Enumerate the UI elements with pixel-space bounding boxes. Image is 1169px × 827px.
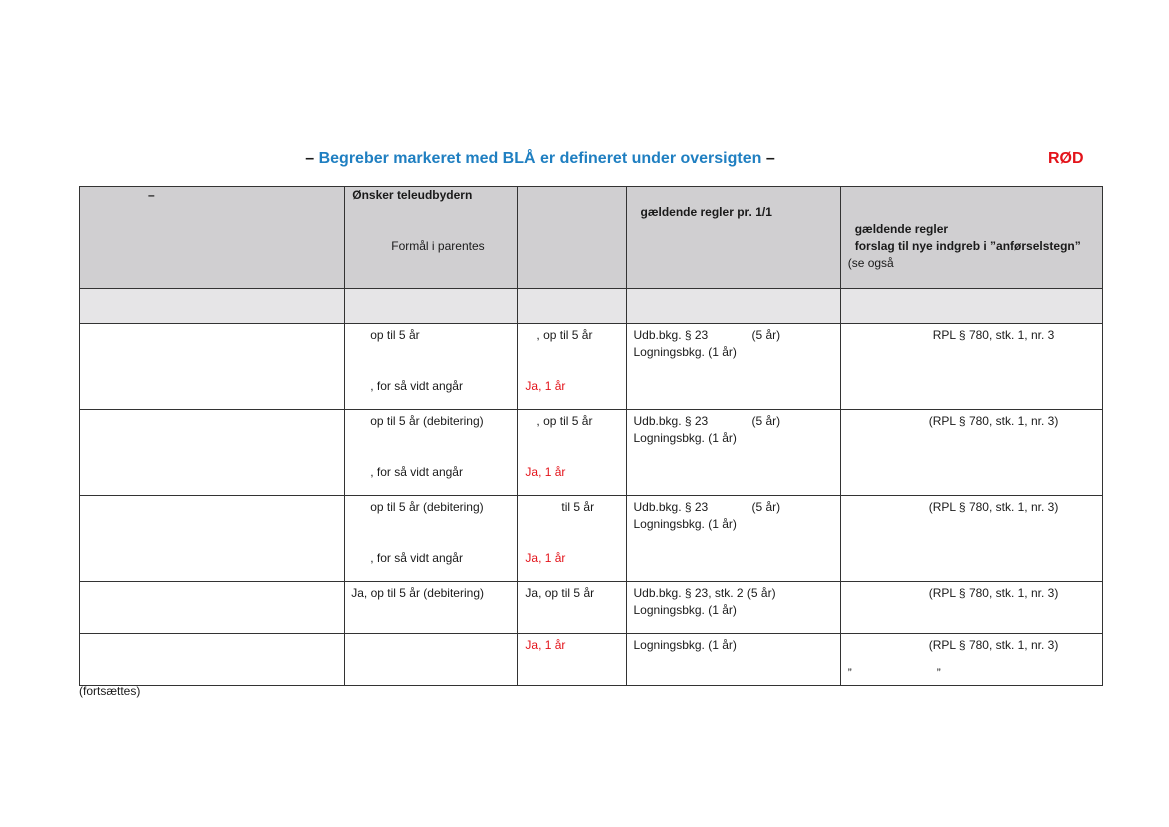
rule-udb: Udb.bkg. § 23, stk. 2 (5 år) [633,586,776,600]
gray-cell [80,289,345,324]
header-formaal: Formål i parentes [391,239,485,253]
table-row [80,582,1103,634]
answer-cell [518,410,626,496]
page-heading [0,150,1080,168]
rules-cell [626,634,840,686]
rule-years: (5 år) [751,500,781,514]
proposal-rpl: (RPL § 780, stk. 1, nr. 3) [928,586,1059,600]
answer-text: til 5 år [561,500,595,514]
rules-cell [626,496,840,582]
rule-years: (5 år) [751,414,781,428]
header-cell-4 [626,187,840,289]
rule-udb: Udb.bkg. § 23 [633,328,709,342]
proposal-cell [840,324,1102,410]
heading-dash-right: – [765,150,775,167]
table-row [80,496,1103,582]
request-cell [345,582,518,634]
request-cell [345,634,518,686]
header-gaeldende-regler-pr: gældende regler pr. 1/1 [640,205,772,219]
header-dash: – [148,188,155,202]
proposal-rpl: RPL § 780, stk. 1, nr. 3 [932,328,1055,342]
rule-logning: Logningsbkg. (1 år) [633,638,737,652]
answer-red: Ja, 1 år [525,551,566,565]
request-cell [345,496,518,582]
row-label-cell [80,410,345,496]
answer-red: Ja, 1 år [525,379,566,393]
answer-cell [518,634,626,686]
rule-logning: Logningsbkg. (1 år) [633,431,737,445]
proposal-rpl: (RPL § 780, stk. 1, nr. 3) [928,500,1059,514]
rules-cell [626,324,840,410]
heading-title: Begreber markeret med BLÅ er defineret under oversigten [318,150,762,167]
request-text: op til 5 år [370,328,420,342]
answer-cell [518,496,626,582]
header-cell-1 [80,187,345,289]
request-text: op til 5 år (debitering) [370,414,484,428]
proposal-quote-open: ” [847,666,852,680]
header-se-ogsaa: (se også [847,256,894,270]
header-cell-5 [840,187,1102,289]
rule-years: (5 år) [751,328,781,342]
answer-cell [518,582,626,634]
rule-udb: Udb.bkg. § 23 [633,500,709,514]
proposal-cell [840,410,1102,496]
request-text: Ja, op til 5 år (debitering) [351,586,484,600]
proposal-rpl: (RPL § 780, stk. 1, nr. 3) [928,638,1059,652]
rules-cell [626,410,840,496]
rule-udb: Udb.bkg. § 23 [633,414,709,428]
table-subheader-row [80,289,1103,324]
continued-note: (fortsættes) [79,684,141,698]
header-gaeldende-regler: gældende regler [854,222,949,236]
answer-text: Ja, op til 5 år [525,586,595,600]
row-label-cell [80,582,345,634]
request-note: , for så vidt angår [370,379,463,393]
answer-text: , op til 5 år [536,414,593,428]
request-note: , for så vidt angår [370,551,463,565]
rules-cell [626,582,840,634]
answer-text: , op til 5 år [536,328,593,342]
rule-logning: Logningsbkg. (1 år) [633,345,737,359]
table-row [80,634,1103,686]
red-label: RØD [1048,150,1084,167]
rule-logning: Logningsbkg. (1 år) [633,517,737,531]
proposal-rpl: (RPL § 780, stk. 1, nr. 3) [928,414,1059,428]
proposal-cell [840,582,1102,634]
header-forslag: forslag til nye indgreb i ”anførselstegn” [854,239,1081,253]
row-label-cell [80,324,345,410]
proposal-cell [840,634,1102,686]
proposal-quote-close: ” [936,666,941,680]
row-label-cell [80,634,345,686]
table-header-row [80,187,1103,289]
gray-cell [840,289,1102,324]
request-text: op til 5 år (debitering) [370,500,484,514]
gray-cell [345,289,518,324]
header-onsker: Ønsker teleudbydern [352,188,473,202]
answer-red: Ja, 1 år [525,638,566,652]
answer-cell [518,324,626,410]
proposal-cell [840,496,1102,582]
answer-red: Ja, 1 år [525,465,566,479]
row-label-cell [80,496,345,582]
request-cell [345,410,518,496]
gray-cell [518,289,626,324]
request-note: , for så vidt angår [370,465,463,479]
header-cell-2 [345,187,518,289]
table-row [80,324,1103,410]
header-cell-3 [518,187,626,289]
heading-dash-left: – [305,150,315,167]
rule-logning: Logningsbkg. (1 år) [633,603,737,617]
request-cell [345,324,518,410]
gray-cell [626,289,840,324]
table-row [80,410,1103,496]
overview-table [79,186,1103,686]
